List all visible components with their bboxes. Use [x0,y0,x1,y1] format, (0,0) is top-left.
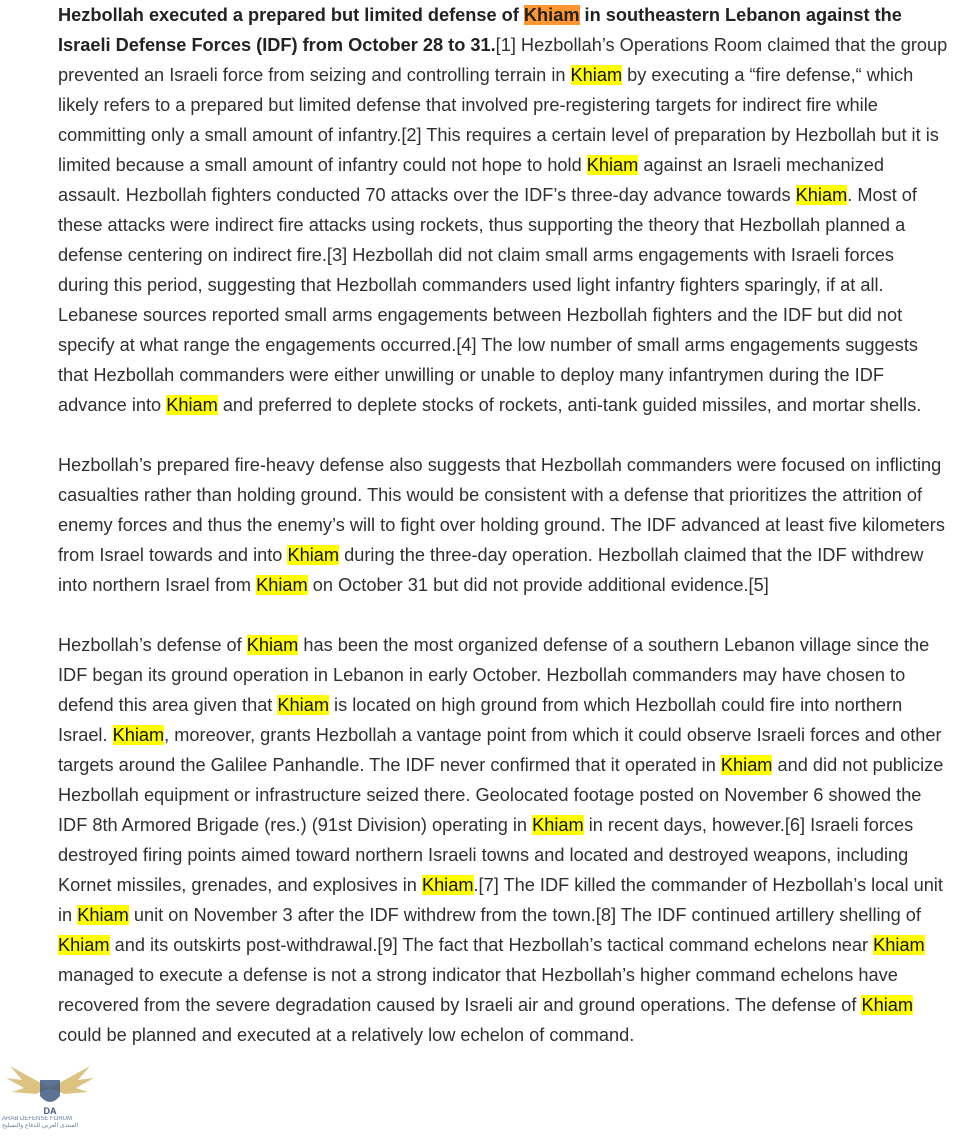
search-match: Khiam [861,995,914,1015]
bold-lead-text: Hezbollah executed a prepared but limited defense of [58,5,524,25]
body-text: Hezbollah’s prepared fire-heavy defense also suggests that Hezbollah commanders were focused on inflicting casualties rather than holding ground. This would be consistent with a defense that prioritizes the attrition of enemy forces and thus the enemy’s will to fight over holding ground. The IDF advanced at least five kilometers from Israel towards and into [58,455,945,565]
logo-letters: DA [43,1106,57,1116]
body-text: and did not publicize Hezbollah equipment or infrastructure seized there. Geolocated footage posted on November 6 showed the IDF 8th Armored Brigade (res.) (91st Division) operating in [58,755,944,835]
paragraph [58,450,948,600]
watermark-caption-en: ARAB DEFENSE FORUM [2,1116,73,1122]
search-match: Khiam [421,875,474,895]
body-text: has been the most organized defense of a southern Lebanon village since the IDF began its ground operation in Lebanon in early October. Hezbollah commanders may have chosen to defend this area given that [58,635,930,715]
body-text: against an Israeli mechanized assault. Hezbollah fighters conducted 70 attacks over the IDF’s three-day advance towards [58,155,885,205]
search-match: Khiam [570,65,623,85]
body-text: on October 31 but did not provide additional evidence.[5] [307,575,769,595]
body-text: managed to execute a defense is not a strong indicator that Hezbollah’s higher command echelons have recovered from the severe degradation caused by Israeli air and ground operations. The defense of [58,965,898,1015]
body-text: . Most of these attacks were indirect fire attacks using rockets, thus supporting the theory that Hezbollah planned a defense centering on indirect fire.[3] Hezbollah did not claim small arms engagements with Israeli forces during this period, suggesting that Hezbollah commanders used light infantry fighters sparingly, if at all. Lebanese sources reported small arms engagements between Hezbollah fighters and the IDF but did not specify at what range the engagements occurred.[4] The low number of small arms engagements suggests that Hezbollah commanders were either unwilling or unable to deploy many infantrymen during the IDF advance into [58,185,918,415]
bold-lead-text: in southeastern Lebanon against the Israeli Defense Forces (IDF) from October 28 to 31. [58,5,902,55]
body-text: could be planned and executed at a relatively low echelon of command. [58,1025,635,1045]
body-text: and its outskirts post-withdrawal.[9] The fact that Hezbollah’s tactical command echelons near [109,935,874,955]
eagle-logo-icon [0,1058,100,1118]
watermark-caption-ar: المنتدى العربي للدفاع والتسليح [2,1123,79,1129]
search-match: Khiam [287,545,340,565]
body-text: by executing a “fire defense,“ which likely refers to a prepared but limited defense that involved pre-registering targets for indirect fire while committing only a small amount of infantry.[2] This requires a certain level of preparation by Hezbollah but it is limited because a small amount of infantry could not hope to hold [58,65,939,175]
body-text: in recent days, however.[6] Israeli forces destroyed firing points aimed toward northern Israeli towns and located and destroyed weapons, including Kornet missiles, grenades, and explosives in [58,815,914,895]
search-match: Khiam [112,725,165,745]
body-text: Hezbollah’s defense of [58,635,247,655]
body-text: and preferred to deplete stocks of rockets, anti-tank guided missiles, and mortar shells. [217,395,922,415]
body-text: unit on November 3 after the IDF withdrew from the town.[8] The IDF continued artillery shelling of [128,905,921,925]
body-text: [1] Hezbollah’s Operations Room claimed that the group prevented an Israeli force from seizing and controlling terrain in [58,35,948,85]
search-match: Khiam [256,575,308,595]
body-text: during the three-day operation. Hezbollah claimed that the IDF withdrew into northern Israel from [58,545,924,595]
article-body [58,0,948,1080]
body-text: .[7] The IDF killed the commander of Hezbollah’s local unit in [58,875,943,925]
body-text: , moreover, grants Hezbollah a vantage point from which it could observe Israeli forces and other targets around the Galilee Panhandle. The IDF never confirmed that it operated in [58,725,942,775]
search-match: Khiam [246,635,299,655]
watermark-logo [0,1058,100,1138]
search-match: Khiam [58,935,110,955]
search-match: Khiam [720,755,773,775]
search-match-current: Khiam [523,5,580,25]
search-match: Khiam [277,695,329,715]
search-match: Khiam [795,185,848,205]
search-match: Khiam [532,815,584,835]
search-match: Khiam [873,935,925,955]
search-match: Khiam [166,395,218,415]
watermark-caption [2,1116,112,1130]
search-match: Khiam [77,905,129,925]
paragraph [58,0,948,420]
paragraph [58,630,948,1050]
search-match: Khiam [586,155,639,175]
body-text: is located on high ground from which Hezbollah could fire into northern Israel. [58,695,903,745]
